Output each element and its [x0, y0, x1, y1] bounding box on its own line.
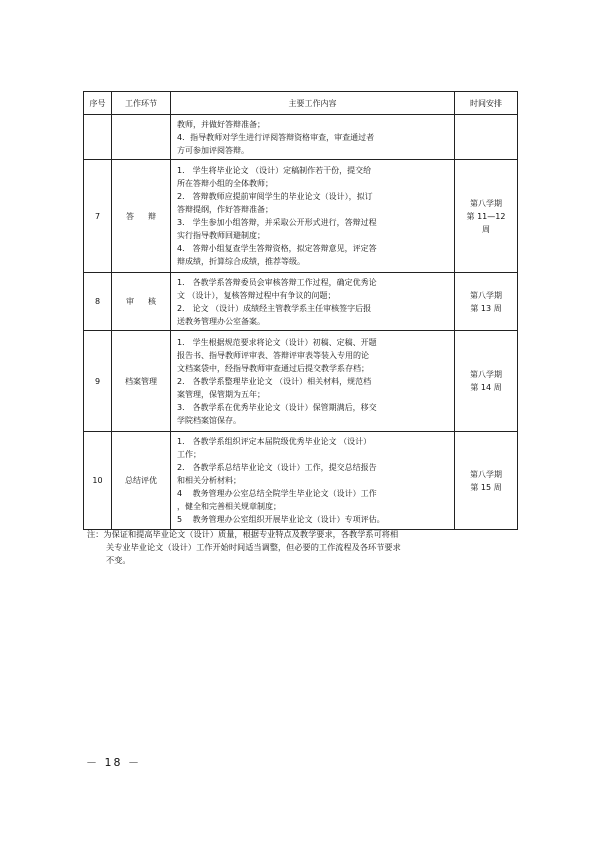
- content-line: 送教务管理办公室备案。: [177, 316, 265, 326]
- content-line: 1． 各教学系答辩委员会审核答辩工作过程，确定优秀论: [177, 277, 377, 287]
- row-time: [455, 160, 518, 273]
- content-line: 教师，并做好答辩准备；: [177, 119, 265, 129]
- header-stage: 工作环节: [112, 92, 171, 115]
- content-line: 报告书、指导教师评审表、答辩评审表等装入专用的论: [177, 350, 369, 360]
- row-content: [171, 160, 455, 273]
- content-line: 1． 学生将毕业论文 （设计）定稿制作若干份，提交给: [177, 166, 372, 175]
- content-line: 学院档案馆保存。: [177, 415, 241, 425]
- stage-label: 答辩: [126, 211, 170, 221]
- time-line: 周: [482, 224, 490, 234]
- row-stage: [112, 115, 171, 160]
- content-line: 5 教务管理办公室组织开展毕业论文（设计）专项评估。: [177, 515, 385, 524]
- row-num: [84, 115, 112, 160]
- content-line: 2． 答辩教师应提前审阅学生的毕业论文（设计），拟订: [177, 192, 373, 201]
- row-num: 7: [84, 160, 112, 273]
- table-row: [84, 273, 518, 331]
- row-stage: [112, 273, 171, 331]
- row-stage: 档案管理: [112, 331, 171, 432]
- content-line: 2． 各教学系整理毕业论文 （设计）相关材料，规范档: [177, 376, 372, 386]
- content-line: 答辩提纲，作好答辩准备；: [177, 205, 273, 214]
- content-line: 文档案袋中，经指导教师审查通过后提交教学系存档；: [177, 363, 369, 373]
- content-line: 方可参加评阅答辩。: [177, 145, 249, 155]
- row-time: [455, 331, 518, 432]
- row-num: 8: [84, 273, 112, 331]
- content-line: 实行指导教师回避制度；: [177, 231, 265, 240]
- row-time: [455, 273, 518, 331]
- table-row: [84, 160, 518, 273]
- time-line: 第 14 周: [470, 383, 502, 392]
- content-line: 所在答辩小组的全体教师；: [177, 179, 273, 188]
- content-line: ，健全和完善相关规章制度；: [177, 502, 281, 511]
- content-line: 工作；: [177, 450, 201, 459]
- table-header-row: [84, 92, 518, 115]
- time-line: 第 15 周: [470, 482, 502, 492]
- content-line: 4． 答辩小组复查学生答辩资格，拟定答辩意见，评定答: [177, 244, 377, 253]
- header-time: 时间安排: [455, 92, 518, 115]
- content-line: 2． 论文 （设计）成绩经主管教学系主任审核签字后报: [177, 303, 372, 313]
- time-line: 第八学期: [470, 198, 502, 208]
- table-note: [87, 528, 515, 567]
- row-time: [455, 115, 518, 160]
- row-stage: [112, 160, 171, 273]
- time-line: 第 11—12: [466, 211, 506, 221]
- table-row: [84, 331, 518, 432]
- time-line: 第八学期: [470, 290, 502, 300]
- table-row: [84, 432, 518, 530]
- content-line: 3． 学生参加小组答辩，并采取公开形式进行，答辩过程: [177, 218, 377, 227]
- row-num: 9: [84, 331, 112, 432]
- time-line: 第八学期: [470, 469, 502, 479]
- row-num: 10: [84, 432, 112, 530]
- content-line: 案管理，保管期为五年；: [177, 389, 265, 399]
- row-stage: 总结评优: [112, 432, 171, 530]
- content-line: 4 教务管理办公室总结全院学生毕业论文（设计）工作: [177, 489, 377, 498]
- note-line: 关专业毕业论文（设计）工作开始时间适当调整，但必要的工作流程及各环节要求: [106, 542, 401, 552]
- header-num: 序号: [84, 92, 112, 115]
- page-number: － 18 －: [86, 756, 141, 769]
- header-content: 主要工作内容: [171, 92, 455, 115]
- table-row: [84, 115, 518, 160]
- content-line: 3． 各教学系在优秀毕业论文（设计）保管期满后，移交: [177, 402, 377, 412]
- content-line: 辩成绩，折算综合成绩，推荐等级。: [177, 257, 305, 266]
- content-line: 文 （设计），复核答辩过程中有争议的问题；: [177, 290, 336, 300]
- note-line: 注：为保证和提高毕业论文（设计）质量，根据专业特点及教学要求，各教学系可将相: [87, 529, 399, 539]
- content-line: 1． 学生根据规范要求将论文（设计）初稿、定稿、开题: [177, 337, 377, 347]
- content-line: 2． 各教学系总结毕业论文（设计）工作，提交总结报告: [177, 463, 377, 472]
- row-content: [171, 273, 455, 331]
- row-content: [171, 115, 455, 160]
- row-content: [171, 432, 455, 530]
- content-line: 4．指导教师对学生进行评阅答辩资格审查，审查通过者: [177, 132, 375, 142]
- content-line: 1． 各教学系组织评定本届院级优秀毕业论文 （设计）: [177, 437, 372, 446]
- note-line: 不变。: [106, 555, 131, 565]
- content-line: 和相关分析材料；: [177, 476, 241, 485]
- stage-label: 审核: [126, 297, 170, 306]
- time-line: 第八学期: [470, 370, 502, 379]
- time-line: 第 13 周: [470, 303, 502, 313]
- row-content: [171, 331, 455, 432]
- work-schedule-table: [83, 91, 518, 530]
- row-time: [455, 432, 518, 530]
